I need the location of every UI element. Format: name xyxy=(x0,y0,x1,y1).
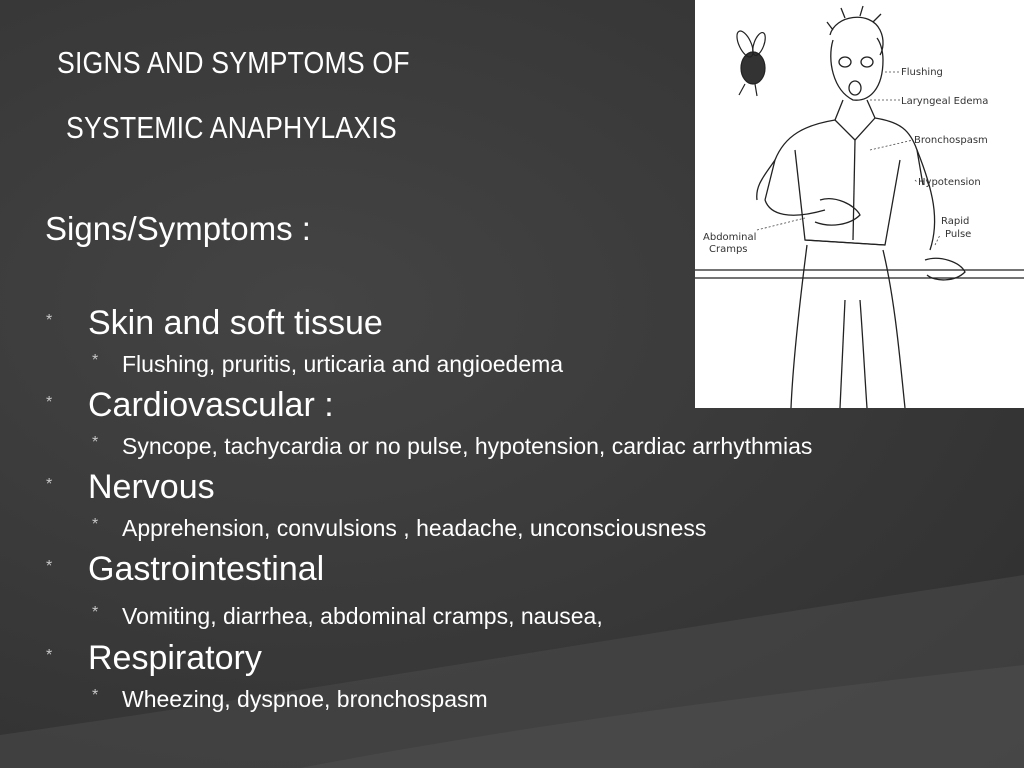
label-hypotension: Hypotension xyxy=(918,177,981,188)
label-cramps: Cramps xyxy=(709,244,748,255)
section-detail: Syncope, tachycardia or no pulse, hypotension, cardiac arrhythmias xyxy=(122,433,813,459)
section-detail: Flushing, pruritis, urticaria and angioedema xyxy=(122,351,564,377)
section-detail: Wheezing, dyspnoe, bronchospasm xyxy=(122,686,488,712)
label-rapid: Rapid xyxy=(941,216,970,227)
label-flushing: Flushing xyxy=(901,67,943,78)
slide-title-line-2: SYSTEMIC ANAPHYLAXIS xyxy=(66,110,397,145)
section-heading: Respiratory xyxy=(88,639,262,677)
sub-bullet-star-icon: * xyxy=(92,516,99,533)
label-pulse: Pulse xyxy=(945,229,972,240)
section-heading: Cardiovascular : xyxy=(88,386,334,424)
sub-bullet-star-icon: * xyxy=(92,604,99,621)
sub-bullet-star-icon: * xyxy=(92,434,99,451)
section-heading: Gastrointestinal xyxy=(88,550,325,588)
label-laryngeal-edema: Laryngeal Edema xyxy=(901,96,989,107)
man-symptoms-drawing xyxy=(695,0,1024,408)
sub-bullet-star-icon: * xyxy=(92,352,99,369)
bullet-star-icon: * xyxy=(46,312,53,329)
subtitle: Signs/Symptoms : xyxy=(45,210,311,247)
label-bronchospasm: Bronchospasm xyxy=(914,135,988,146)
section-detail: Vomiting, diarrhea, abdominal cramps, nausea, xyxy=(122,603,603,629)
bullet-star-icon: * xyxy=(46,647,53,664)
bee-icon xyxy=(734,29,768,96)
bullet-star-icon: * xyxy=(46,394,53,411)
section-heading: Nervous xyxy=(88,468,215,506)
bullet-star-icon: * xyxy=(46,558,53,575)
anaphylaxis-illustration xyxy=(695,0,1024,408)
bullet-star-icon: * xyxy=(46,476,53,493)
section-heading: Skin and soft tissue xyxy=(88,304,383,342)
sub-bullet-star-icon: * xyxy=(92,687,99,704)
section-detail: Apprehension, convulsions , headache, unconsciousness xyxy=(122,515,707,541)
slide-title-line-1: SIGNS AND SYMPTOMS OF xyxy=(57,45,410,80)
label-abdominal: Abdominal xyxy=(703,232,757,243)
